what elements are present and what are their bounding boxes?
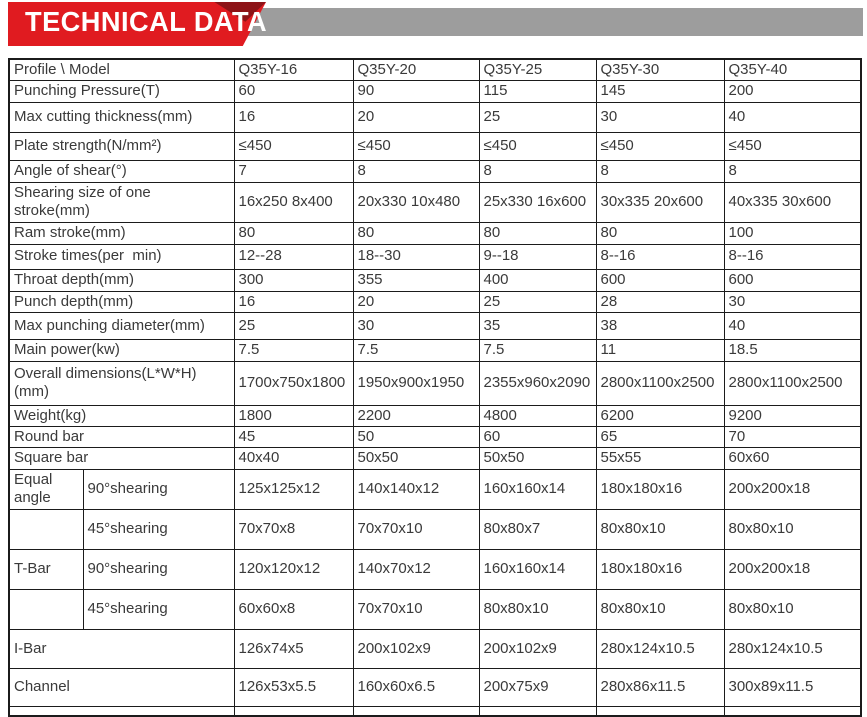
table-container xyxy=(0,58,867,717)
table-row xyxy=(9,668,861,706)
value-cell: 25 xyxy=(234,312,353,339)
group-label-cell: Equal angle xyxy=(9,469,83,509)
value-cell: 1700x750x1800 xyxy=(234,361,353,405)
value-cell: 60x60 xyxy=(724,448,861,469)
value-cell: 80 xyxy=(596,222,724,244)
row-label-cell: Overall dimensions(L*W*H)(mm) xyxy=(9,361,234,405)
value-cell: 280x124x10.5 xyxy=(724,629,861,668)
group-label-cell xyxy=(9,589,83,629)
value-cell: 70x70x10 xyxy=(353,589,479,629)
value-cell: 55x55 xyxy=(596,448,724,469)
table-row xyxy=(9,448,861,469)
value-cell xyxy=(479,706,596,716)
table-row xyxy=(9,102,861,132)
value-cell: 70x70x8 xyxy=(234,509,353,549)
value-cell: 9200 xyxy=(724,405,861,426)
value-cell: 160x60x6.5 xyxy=(353,668,479,706)
table-row xyxy=(9,509,861,549)
value-cell: 160x160x14 xyxy=(479,469,596,509)
model-header-cell: Q35Y-30 xyxy=(596,59,724,81)
value-cell: 120x120x12 xyxy=(234,549,353,589)
value-cell: 140x70x12 xyxy=(353,549,479,589)
table-row xyxy=(9,269,861,291)
value-cell xyxy=(353,706,479,716)
value-cell: 7 xyxy=(234,160,353,182)
value-cell: 160x160x14 xyxy=(479,549,596,589)
table-row xyxy=(9,589,861,629)
sub-label-cell: 90°shearing xyxy=(83,469,234,509)
value-cell: 8 xyxy=(724,160,861,182)
table-row xyxy=(9,405,861,426)
value-cell: 12--28 xyxy=(234,244,353,269)
value-cell: 280x86x11.5 xyxy=(596,668,724,706)
banner-gray-bar xyxy=(205,8,863,36)
corner-header-cell: Profile \ Model xyxy=(9,59,234,81)
value-cell: 300x89x11.5 xyxy=(724,668,861,706)
value-cell xyxy=(596,706,724,716)
value-cell: 80x80x10 xyxy=(724,509,861,549)
sub-label-cell: 90°shearing xyxy=(83,549,234,589)
table-header-row xyxy=(9,59,861,81)
value-cell: 300 xyxy=(234,269,353,291)
row-label-cell: Stroke times(per min) xyxy=(9,244,234,269)
row-label-cell: Punch depth(mm) xyxy=(9,291,234,312)
table-row xyxy=(9,160,861,182)
value-cell: 6200 xyxy=(596,405,724,426)
value-cell: 30x335 20x600 xyxy=(596,182,724,222)
group-label-cell: T-Bar xyxy=(9,549,83,589)
value-cell: 200x200x18 xyxy=(724,469,861,509)
value-cell: 2200 xyxy=(353,405,479,426)
table-row xyxy=(9,361,861,405)
value-cell: 180x180x16 xyxy=(596,469,724,509)
table-row xyxy=(9,469,861,509)
value-cell: 200 xyxy=(724,81,861,102)
sub-label-cell: 45°shearing xyxy=(83,589,234,629)
table-row xyxy=(9,291,861,312)
value-cell: 20 xyxy=(353,102,479,132)
value-cell: 8 xyxy=(596,160,724,182)
value-cell: 70x70x10 xyxy=(353,509,479,549)
row-label-cell: I-Bar xyxy=(9,629,234,668)
value-cell: 2800x1100x2500 xyxy=(596,361,724,405)
value-cell: 40x40 xyxy=(234,448,353,469)
table-row xyxy=(9,182,861,222)
value-cell: 80x80x10 xyxy=(479,589,596,629)
value-cell: 600 xyxy=(724,269,861,291)
value-cell: 25 xyxy=(479,102,596,132)
model-header-cell: Q35Y-25 xyxy=(479,59,596,81)
value-cell: 80x80x7 xyxy=(479,509,596,549)
value-cell: 16 xyxy=(234,291,353,312)
value-cell: 140x140x12 xyxy=(353,469,479,509)
value-cell: 80 xyxy=(234,222,353,244)
table-row xyxy=(9,549,861,589)
value-cell: 8--16 xyxy=(724,244,861,269)
value-cell: 115 xyxy=(479,81,596,102)
value-cell: 1800 xyxy=(234,405,353,426)
value-cell: ≤450 xyxy=(353,132,479,160)
value-cell: 125x125x12 xyxy=(234,469,353,509)
sub-label-cell: 45°shearing xyxy=(83,509,234,549)
value-cell: 126x53x5.5 xyxy=(234,668,353,706)
value-cell: 28 xyxy=(596,291,724,312)
value-cell: 2800x1100x2500 xyxy=(724,361,861,405)
value-cell: 20x330 10x480 xyxy=(353,182,479,222)
value-cell: 200x102x9 xyxy=(353,629,479,668)
value-cell: ≤450 xyxy=(596,132,724,160)
value-cell: 355 xyxy=(353,269,479,291)
value-cell: 200x102x9 xyxy=(479,629,596,668)
row-label-cell: Max punching diameter(mm) xyxy=(9,312,234,339)
row-label-cell: Shearing size of one stroke(mm) xyxy=(9,182,234,222)
value-cell: 7.5 xyxy=(479,339,596,361)
value-cell: 50x50 xyxy=(479,448,596,469)
value-cell: 50 xyxy=(353,427,479,448)
row-label-cell: Angle of shear(°) xyxy=(9,160,234,182)
model-header-cell: Q35Y-20 xyxy=(353,59,479,81)
value-cell: 30 xyxy=(596,102,724,132)
value-cell: 400 xyxy=(479,269,596,291)
value-cell: 7.5 xyxy=(353,339,479,361)
row-label-cell: Plate strength(N/mm²) xyxy=(9,132,234,160)
value-cell: 80x80x10 xyxy=(596,509,724,549)
value-cell: 11 xyxy=(596,339,724,361)
value-cell: 7.5 xyxy=(234,339,353,361)
value-cell: 40x335 30x600 xyxy=(724,182,861,222)
value-cell: 80x80x10 xyxy=(724,589,861,629)
value-cell: 30 xyxy=(724,291,861,312)
value-cell: 180x180x16 xyxy=(596,549,724,589)
row-label-cell: Throat depth(mm) xyxy=(9,269,234,291)
value-cell: 8 xyxy=(479,160,596,182)
value-cell: 60 xyxy=(479,427,596,448)
value-cell: ≤450 xyxy=(724,132,861,160)
value-cell: 2355x960x2090 xyxy=(479,361,596,405)
value-cell: 80x80x10 xyxy=(596,589,724,629)
value-cell: 280x124x10.5 xyxy=(596,629,724,668)
table-row xyxy=(9,81,861,102)
value-cell: 126x74x5 xyxy=(234,629,353,668)
value-cell: 25x330 16x600 xyxy=(479,182,596,222)
value-cell: 50x50 xyxy=(353,448,479,469)
table-row xyxy=(9,629,861,668)
value-cell: ≤450 xyxy=(234,132,353,160)
value-cell: 45 xyxy=(234,427,353,448)
page-title: TECHNICAL DATA xyxy=(25,6,268,37)
value-cell: 18--30 xyxy=(353,244,479,269)
value-cell: 18.5 xyxy=(724,339,861,361)
value-cell xyxy=(724,706,861,716)
value-cell: 90 xyxy=(353,81,479,102)
value-cell: 8--16 xyxy=(596,244,724,269)
value-cell: 200x200x18 xyxy=(724,549,861,589)
row-label-cell: Square bar xyxy=(9,448,234,469)
value-cell: 70 xyxy=(724,427,861,448)
value-cell: 9--18 xyxy=(479,244,596,269)
table-row xyxy=(9,244,861,269)
value-cell: 80 xyxy=(479,222,596,244)
value-cell: 200x75x9 xyxy=(479,668,596,706)
row-label-cell: Main power(kw) xyxy=(9,339,234,361)
row-label-cell: Punching Pressure(T) xyxy=(9,81,234,102)
table-row xyxy=(9,222,861,244)
row-label-cell xyxy=(9,706,234,716)
table-row xyxy=(9,132,861,160)
value-cell: 1950x900x1950 xyxy=(353,361,479,405)
value-cell: 30 xyxy=(353,312,479,339)
model-header-cell: Q35Y-40 xyxy=(724,59,861,81)
row-label-cell: Weight(kg) xyxy=(9,405,234,426)
value-cell: 80 xyxy=(353,222,479,244)
value-cell: 8 xyxy=(353,160,479,182)
value-cell: 40 xyxy=(724,312,861,339)
value-cell: 4800 xyxy=(479,405,596,426)
row-label-cell: Channel xyxy=(9,668,234,706)
value-cell: 35 xyxy=(479,312,596,339)
table-row xyxy=(9,427,861,448)
value-cell: 20 xyxy=(353,291,479,312)
value-cell: 60 xyxy=(234,81,353,102)
value-cell: 16 xyxy=(234,102,353,132)
partial-row xyxy=(9,706,861,716)
table-row xyxy=(9,339,861,361)
model-header-cell: Q35Y-16 xyxy=(234,59,353,81)
row-label-cell: Ram stroke(mm) xyxy=(9,222,234,244)
table-body xyxy=(9,59,861,716)
value-cell: ≤450 xyxy=(479,132,596,160)
row-label-cell: Max cutting thickness(mm) xyxy=(9,102,234,132)
value-cell: 60x60x8 xyxy=(234,589,353,629)
technical-data-table xyxy=(8,58,862,717)
value-cell: 38 xyxy=(596,312,724,339)
value-cell: 100 xyxy=(724,222,861,244)
group-label-cell xyxy=(9,509,83,549)
page-header xyxy=(0,0,867,58)
table-row xyxy=(9,312,861,339)
value-cell: 600 xyxy=(596,269,724,291)
value-cell: 40 xyxy=(724,102,861,132)
row-label-cell: Round bar xyxy=(9,427,234,448)
value-cell: 65 xyxy=(596,427,724,448)
value-cell xyxy=(234,706,353,716)
value-cell: 25 xyxy=(479,291,596,312)
value-cell: 16x250 8x400 xyxy=(234,182,353,222)
value-cell: 145 xyxy=(596,81,724,102)
